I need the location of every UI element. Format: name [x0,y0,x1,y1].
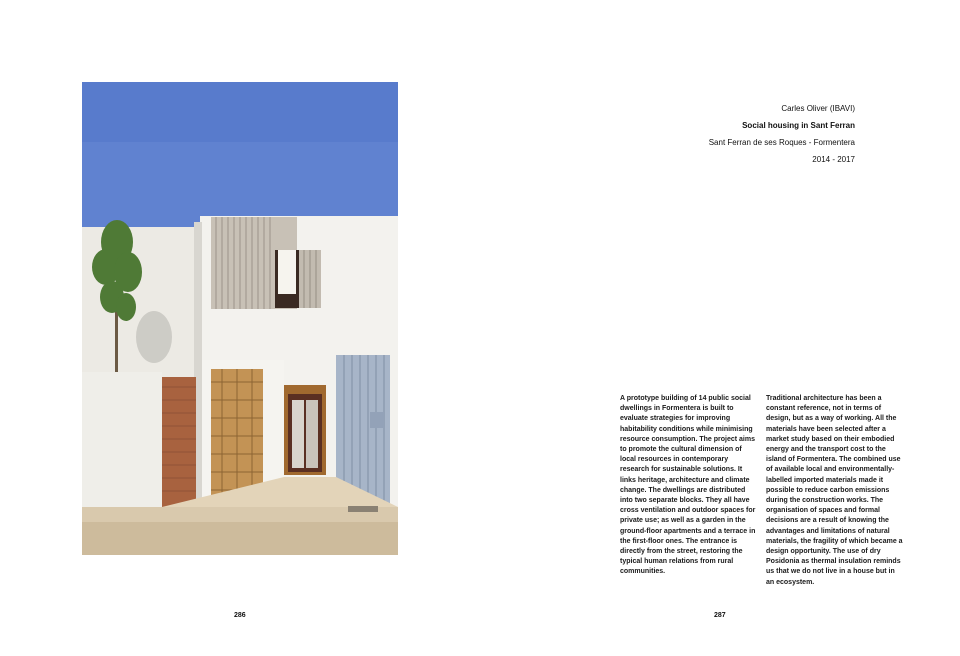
page-number-right: 287 [714,612,726,619]
project-title: Social housing in Sant Ferran [742,121,855,130]
body-text-column-left: A prototype building of 14 public social dwellings in Formentera is built to evaluate strategies for improving habitability conditions while minimising resource consumption. The project aims to promote the cultural dimension of local resources in contemporary research for sustainable solutions. It links heritage, architecture and climate change. The dwellings are distributed into two separate blocks. They all have cross ventilation and outdoor spaces for private use; as well as a garden in the ground-floor apartments and a terrace in the first-floor ones. The entrance is directly from the street, restoring the typical human relations from rural communities. [620,395,756,576]
project-location: Sant Ferran de ses Roques - Formentera [708,138,855,147]
architect-name: Carles Oliver (IBAVI) [781,104,855,113]
project-credits [709,100,855,168]
project-years: 2014 - 2017 [812,155,855,164]
building-photograph [82,82,398,555]
body-text-column-right: Traditional architecture has been a constant reference, not in terms of design, but as a way of working. All the materials have been selected after a market study based on their embodied energy and the transport cost to the island of Formentera. The combined use of available local and environmentally-labelled imported materials made it possible to reduce carbon emissions during the construction works. The organisation of spaces and formal decisions are a result of knowing the advantages and limitations of natural materials, the fragility of which became a design opportunity. The use of dry Posidonia as thermal insulation reminds us that we do not live in a house but in an ecosystem. [766,395,903,586]
page-number-left: 286 [234,612,246,619]
